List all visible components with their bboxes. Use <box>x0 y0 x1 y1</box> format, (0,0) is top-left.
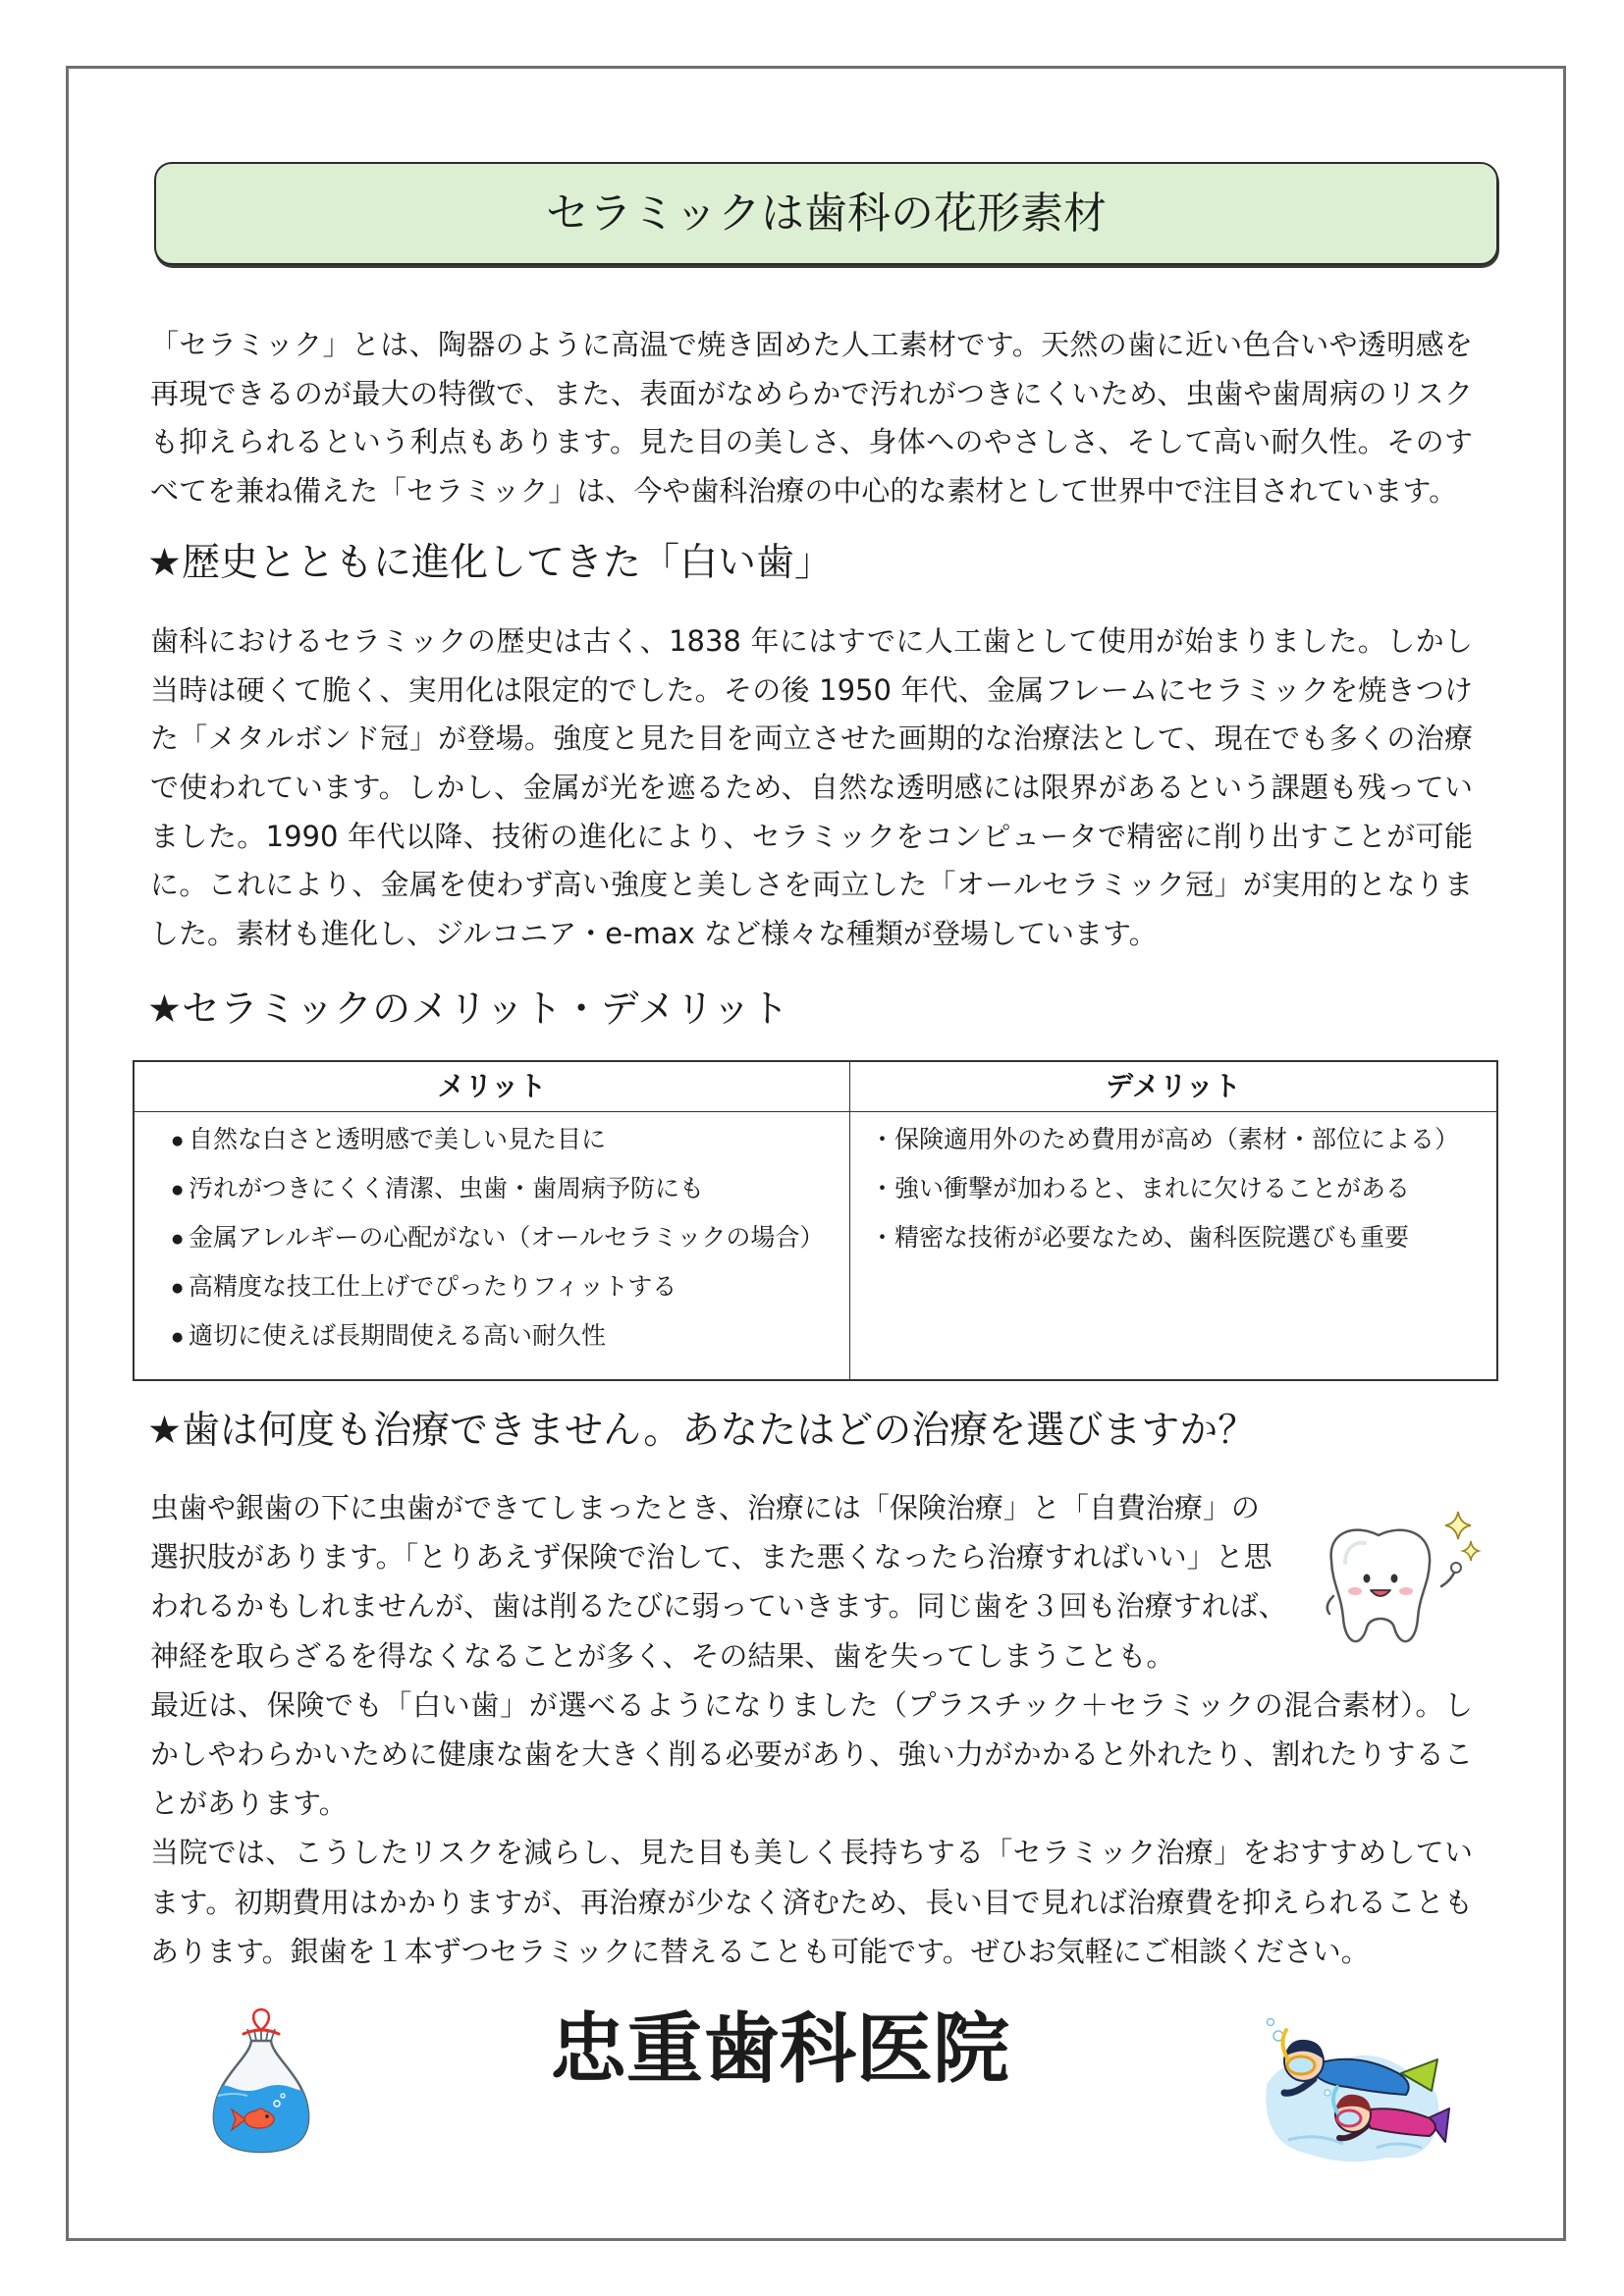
text-line: 当院では、こうしたリスクを減らし、見た目も美しく長持ちする「セラミック治療」をおすすめしてい <box>150 1836 1473 1870</box>
page-title: セラミックは歯科の花形素材 <box>545 187 1108 239</box>
bullet: ● <box>172 1232 184 1247</box>
demerit-text: 精密な技術が必要なため、歯科医院選びも重要 <box>894 1223 1410 1252</box>
text-line: に。これにより、金属を使わず高い強度と美しさを両立した「オールセラミック冠」が実用的となりま <box>150 868 1473 902</box>
demerit-item <box>870 1213 1496 1262</box>
text-line: 当時は硬くて脆く、実用化は限定的でした。その後 1950 年代、金属フレームにセラミックを焼きつけ <box>150 672 1473 707</box>
text-line: 最近は、保険でも「白い歯」が選べるようになりました（プラスチック＋セラミックの混合素材）。し <box>150 1687 1473 1722</box>
text-line: た「メタルボンド冠」が登場。強度と見た目を両立させた画期的な治療法として、現在でも多くの治療 <box>150 721 1473 756</box>
bullet: ・ <box>870 1223 895 1252</box>
merit-item <box>172 1311 849 1361</box>
intro-paragraph <box>150 321 1473 515</box>
bullet: ・ <box>870 1125 895 1153</box>
scuba-divers-icon <box>1249 2014 1453 2167</box>
bullet: ● <box>172 1330 184 1345</box>
text-line: ました。1990 年代以降、技術の進化により、セラミックをコンピュータで精密に削り出すことが可能 <box>150 819 1473 853</box>
title-banner <box>154 162 1498 265</box>
text-line: した。素材も進化し、ジルコニア・e-max など様々な種類が登場しています。 <box>150 917 1158 951</box>
demerit-text: 強い衝撃が加わると、まれに欠けることがある <box>894 1174 1411 1202</box>
text-line: われるかもしれませんが、歯は削るたびに弱っていきます。同じ歯を３回も治療すれば、 <box>150 1589 1287 1624</box>
merit-item <box>172 1164 849 1213</box>
merit-item <box>172 1115 849 1164</box>
text-line: も抑えられるという利点もあります。見た目の美しさ、身体へのやさしさ、そして高い耐久性。そのす <box>150 425 1473 458</box>
text-line: 「セラミック」とは、陶器のように高温で焼き固めた人工素材です。天然の歯に近い色合いや透明感を <box>150 328 1473 361</box>
merit-text: 高精度な技工仕上げでぴったりフィットする <box>189 1272 677 1301</box>
text-line: 虫歯や銀歯の下に虫歯ができてしまったとき、治療には「保険治療」と「自費治療」の <box>150 1491 1260 1524</box>
demerit-header: デメリット <box>850 1062 1496 1112</box>
merit-demerit-table <box>133 1060 1498 1381</box>
demerit-item <box>870 1164 1496 1213</box>
merit-text: 汚れがつきにくく清潔、虫歯・歯周病予防にも <box>189 1174 705 1202</box>
sparkle-icon <box>1445 1512 1479 1561</box>
merit-text: 金属アレルギーの心配がない（オールセラミックの場合） <box>189 1223 825 1252</box>
history-paragraph <box>150 617 1473 959</box>
demerit-column <box>850 1062 1496 1379</box>
tooth-mascot-icon <box>1316 1502 1483 1654</box>
merit-header: メリット <box>135 1062 849 1112</box>
text-line: とがあります。 <box>150 1787 348 1821</box>
treatment-paragraph <box>150 1483 1473 1976</box>
treatment-heading: ★歯は何度も治療できません。あなたはどの治療を選びますか？ <box>147 1409 1257 1453</box>
history-heading: ★歴史とともに進化してきた「白い歯」 <box>147 541 833 585</box>
text-line: 神経を取らざるを得なくなることが多く、その結果、歯を失ってしまうことも。 <box>150 1638 1175 1673</box>
demerit-text: 保険適用外のため費用が高め（素材・部位による） <box>894 1125 1460 1153</box>
tooth-body <box>1327 1530 1461 1641</box>
text-line: で使われています。しかし、金属が光を遮るため、自然な透明感には限界があるという課題も残ってい <box>150 771 1473 805</box>
text-line: 歯科におけるセラミックの歴史は古く、1838 年にはすでに人工歯として使用が始まりました。しかし <box>150 624 1473 658</box>
clinic-name: 忠重歯科医院 <box>550 2005 1010 2094</box>
text-line: あります。銀歯を１本ずつセラミックに替えることも可能です。ぜひお気軽にご相談ください。 <box>150 1934 1370 1968</box>
bullet: ● <box>172 1183 184 1198</box>
bullet: ● <box>172 1281 184 1296</box>
merit-item <box>172 1262 849 1311</box>
bullet: ・ <box>870 1174 895 1202</box>
bullet: ● <box>172 1134 184 1148</box>
merit-text: 適切に使えば長期間使える高い耐久性 <box>189 1321 607 1350</box>
demerit-list <box>850 1112 1496 1262</box>
goldfish-bag-icon <box>204 2007 318 2155</box>
text-line: 再現できるのが最大の特徴で、また、表面がなめらかで汚れがつきにくいため、虫歯や歯周病のリスク <box>150 376 1473 410</box>
text-line: 選択肢があります。「とりあえず保険で治して、また悪くなったら治療すればいい」と思 <box>150 1540 1272 1575</box>
merits-heading: ★セラミックのメリット・デメリット <box>147 988 789 1032</box>
merit-column <box>135 1062 850 1379</box>
merit-list <box>135 1112 849 1361</box>
text-line: べてを兼ね備えた「セラミック」は、今や歯科治療の中心的な素材として世界中で注目されています。 <box>150 473 1458 507</box>
text-line: ます。初期費用はかかりますが、再治療が少なく済むため、長い目で見れば治療費を抑えられることも <box>150 1885 1473 1919</box>
text-line: かしやわらかいために健康な歯を大きく削る必要があり、強い力がかかると外れたり、割れたりするこ <box>150 1736 1473 1771</box>
merit-text: 自然な白さと透明感で美しい見た目に <box>189 1125 607 1153</box>
demerit-item <box>870 1115 1496 1164</box>
merit-item <box>172 1213 849 1262</box>
